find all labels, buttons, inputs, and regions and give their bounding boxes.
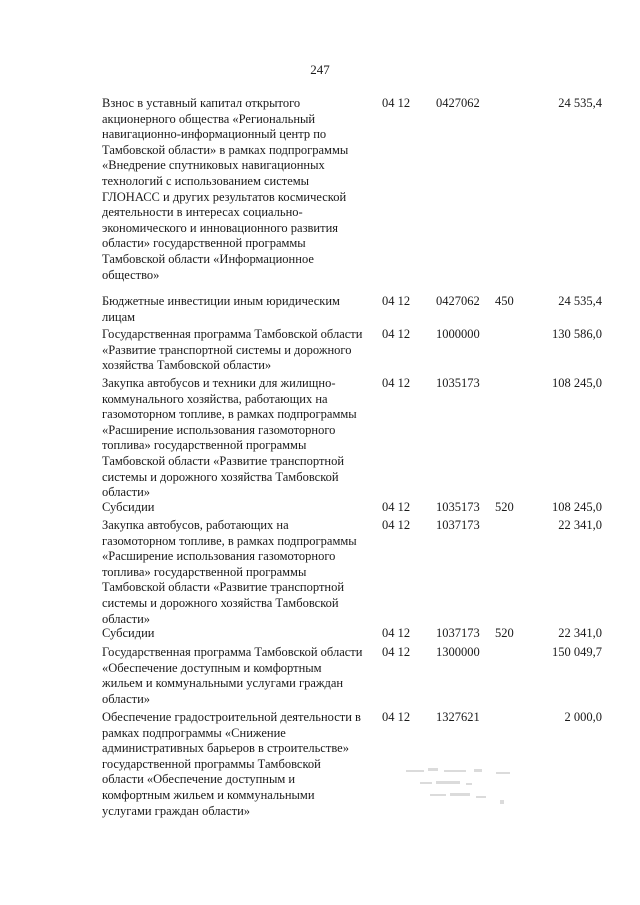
row-section-code: 04 12 bbox=[382, 626, 411, 640]
row-description: Бюджетные инвестиции иным юридическим лицам bbox=[102, 294, 340, 324]
row-description: Государственная программа Тамбовской области «Развитие транспортной системы и дорожного хозяйства Тамбовской области» bbox=[102, 327, 363, 373]
row-section-code: 04 12 bbox=[382, 500, 411, 514]
row-target-code: 1037173 bbox=[436, 626, 480, 640]
row-amount: 22 341,0 bbox=[558, 518, 602, 532]
row-target-code: 0427062 bbox=[436, 294, 480, 308]
faded-stamp-mark bbox=[400, 760, 530, 820]
row-section-code: 04 12 bbox=[382, 710, 411, 724]
row-target-code: 1327621 bbox=[436, 710, 480, 724]
row-description: Государственная программа Тамбовской области «Обеспечение доступным и комфортным жильем и коммунальными услугами граждан области» bbox=[102, 645, 363, 706]
row-target-code: 1037173 bbox=[436, 518, 480, 532]
row-amount: 24 535,4 bbox=[558, 294, 602, 308]
row-description: Обеспечение градостроительной деятельности в рамках подпрограммы «Снижение административных барьеров в строительстве» государственной программы Тамбовской области «Обеспечение доступным и комфортным жильем и коммунальными услугами граждан области» bbox=[102, 710, 361, 818]
row-amount: 24 535,4 bbox=[558, 96, 602, 110]
row-target-code: 1035173 bbox=[436, 376, 480, 390]
row-target-code: 0427062 bbox=[436, 96, 480, 110]
row-section-code: 04 12 bbox=[382, 518, 411, 532]
row-expense-type: 520 bbox=[495, 500, 514, 514]
row-section-code: 04 12 bbox=[382, 294, 411, 308]
row-amount: 108 245,0 bbox=[552, 500, 602, 514]
row-expense-type: 450 bbox=[495, 294, 514, 308]
row-section-code: 04 12 bbox=[382, 645, 411, 659]
row-target-code: 1035173 bbox=[436, 500, 480, 514]
row-description: Закупка автобусов и техники для жилищно-коммунального хозяйства, работающих на газомоторном топливе, в рамках подпрограммы «Расширение использования газомоторного топлива» государственной программы Тамбовской области «Развитие транспортной системы и дорожного хозяйства Тамбовской области» bbox=[102, 376, 357, 500]
row-expense-type: 520 bbox=[495, 626, 514, 640]
row-amount: 22 341,0 bbox=[558, 626, 602, 640]
row-description: Закупка автобусов, работающих на газомоторном топливе, в рамках подпрограммы «Расширение использования газомоторного топлива» государственной программы Тамбовской области «Развитие транспортной системы и дорожного хозяйства Тамбовской области» bbox=[102, 518, 357, 626]
row-description: Субсидии bbox=[102, 626, 155, 640]
row-target-code: 1000000 bbox=[436, 327, 480, 341]
page-number: 247 bbox=[310, 62, 330, 77]
row-amount: 108 245,0 bbox=[552, 376, 602, 390]
row-section-code: 04 12 bbox=[382, 327, 411, 341]
row-description: Взнос в уставный капитал открытого акционерного общества «Региональный навигационно-информационный центр по Тамбовской области» в рамках подпрограммы «Внедрение спутниковых навигационных технологий с использованием системы ГЛОНАСС и других результатов космической деятельности в интересах социально-экономического и инновационного развития области» государственной программы Тамбовской области «Информационное общество» bbox=[102, 96, 349, 282]
row-description: Субсидии bbox=[102, 500, 155, 514]
row-section-code: 04 12 bbox=[382, 96, 411, 110]
row-target-code: 1300000 bbox=[436, 645, 480, 659]
row-section-code: 04 12 bbox=[382, 376, 411, 390]
row-amount: 150 049,7 bbox=[552, 645, 602, 659]
row-amount: 2 000,0 bbox=[564, 710, 602, 724]
row-amount: 130 586,0 bbox=[552, 327, 602, 341]
